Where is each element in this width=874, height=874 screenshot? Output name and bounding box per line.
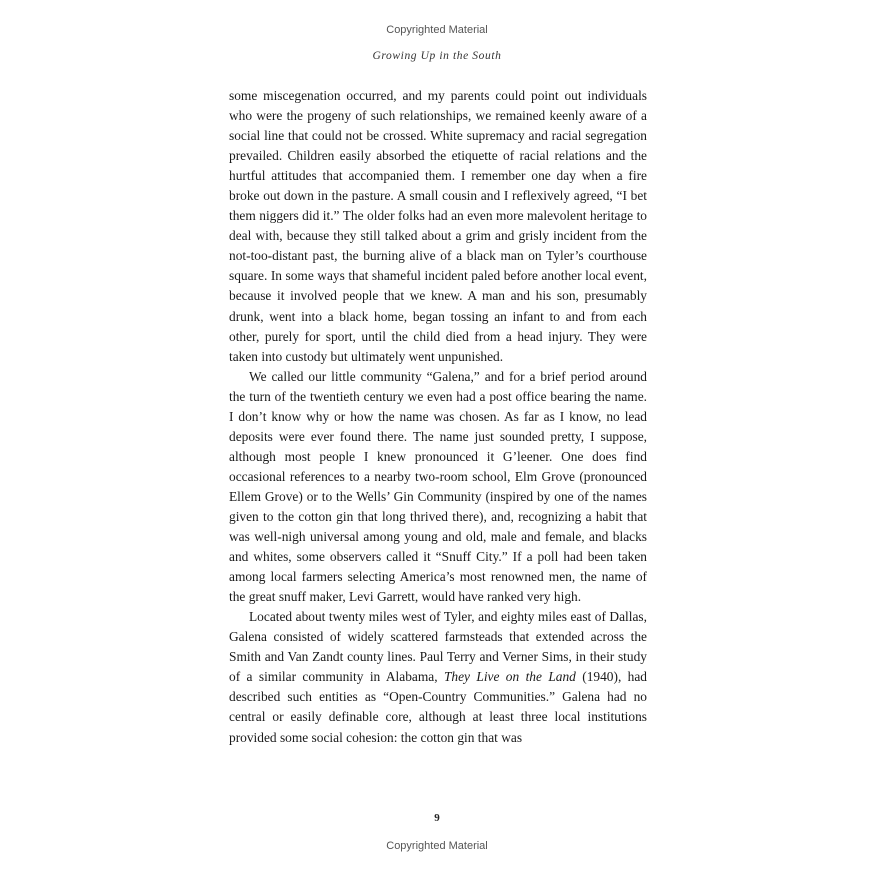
page-number: 9 (434, 812, 440, 824)
paragraph-3-start: Located about twenty miles west of Tyler, and eighty miles east of Dallas, Galena consisted of widely scattered farmsteads that extended across the Smith and Van Zandt county lines. Paul Terry and Verner Sims, in their study of a similar community in Alabama, (229, 609, 647, 685)
running-head: Growing Up in the South (372, 50, 502, 62)
book-title: They Live on the Land (443, 669, 576, 685)
paragraph-3-end: (1940), had described such entities as “Open-Country Communities.” Galena had no central or easily definable core, although at least three local institutions provided some social cohesion: the cotton gin that was (229, 669, 648, 745)
copyright-notice-top: Copyrighted Material (386, 24, 488, 36)
paragraph-2: We called our little community “Galena,” and for a brief period around the turn of the twentieth century we even had a post office bearing the name. I don’t know why or how the name was chosen. As far as I know, no lead deposits were ever found there. The name just sounded pretty, I suppose, although most people I knew pronounced it G’leener. One does find occasional references to a nearby two-room school, Elm Grove (pronounced Ellem Grove) or to the Wells’ Gin Community (inspired by one of the names given to the cotton gin that long thrived there), and, recognizing a habit that was well-nigh universal among young and old, male and female, and blacks and whites, some observers called it “Snuff City.” If a poll had been taken among local farmers selecting America’s most renowned men, the name of the great snuff maker, Levi Garrett, would have ranked very high. (229, 368, 647, 605)
body-text (229, 86, 647, 748)
paragraph-1: some miscegenation occurred, and my parents could point out individuals who were the progeny of such relationships, we remained keenly aware of a social line that could not be crossed. White supremacy and racial segregation prevailed. Children easily absorbed the etiquette of racial relations and the hurtful attitudes that accompanied them. I remember one day when a fire broke out down in the pasture. A small cousin and I reflexively agreed, “I bet them niggers did it.” The older folks had an even more malevolent heritage to deal with, because they still talked about a grim and grisly incident from the not-too-distant past, the burning alive of a black man on Tyler’s courthouse square. In some ways that shameful incident paled before another local event, because it involved people that we knew. A man and his son, presumably drunk, went into a black home, began tossing an infant to and from each other, purely for sport, until the child died from a head injury. They were taken into custody but ultimately went unpunished. (229, 88, 647, 364)
copyright-notice-bottom: Copyrighted Material (386, 840, 488, 852)
paragraph-3 (229, 607, 647, 747)
